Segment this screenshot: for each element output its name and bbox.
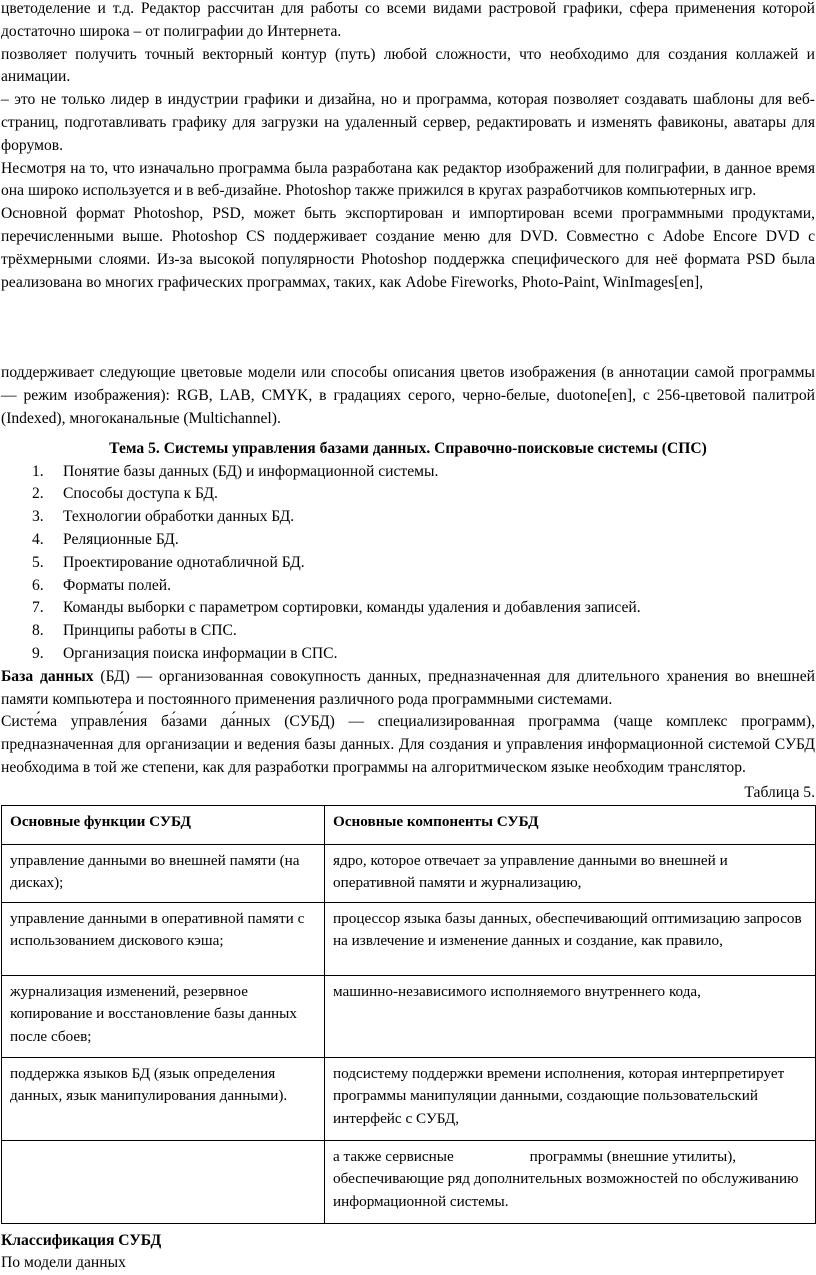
list-item [1, 597, 815, 620]
table-row [2, 975, 816, 1057]
table-cell: процессор языка базы данных, обеспечивающий оптимизацию запросов на извлечение и изменение данных и создание, как правило, [325, 902, 816, 975]
table-cell [2, 1140, 325, 1223]
list-item-text: Форматы полей. [63, 576, 172, 594]
list-number: 1. [32, 462, 44, 480]
dbms-table [1, 805, 816, 1224]
paragraph-color-models: поддерживает следующие цветовые модели или способы описания цветов изображения (в аннотации самой программы — режим изображения): RGB, LAB, CMYK, в градациях серого, черно-белые, duotone[en], с 256-цветовой палитрой (Indexed), многоканальные (Multichannel). [1, 364, 815, 427]
list-item [1, 529, 815, 552]
db-definition-text: (БД) — организованная совокупность данных, предназначенная для длительного хранения во внешней памяти компьютера и постоянного применения различного рода программными системами. [1, 667, 815, 708]
table-row [2, 902, 816, 975]
table-cell: машинно-независимого исполняемого внутреннего кода, [325, 975, 816, 1057]
table-cell: управление данными во внешней памяти (на дисках); [2, 844, 325, 902]
classification-heading: Классификация СУБД [1, 1231, 162, 1249]
db-term: База данных [1, 667, 94, 685]
paragraph-db-definition [1, 666, 815, 712]
list-number: 5. [32, 553, 44, 571]
table-cell: управление данными в оперативной памяти с использованием дискового кэша; [2, 902, 325, 975]
table-row [2, 1140, 816, 1223]
blank-gap [1, 294, 815, 362]
list-item [1, 643, 815, 666]
list-item-text: Команды выборки с параметром сортировки, команды удаления и добавления записей. [63, 599, 641, 617]
table-cell: журнализация изменений, резервное копирование и восстановление базы данных после сбоев; [2, 975, 325, 1057]
topic-list [1, 461, 815, 666]
table-cell: ядро, которое отвечает за управление данными во внешней и оперативной памяти и журнализацию, [325, 844, 816, 902]
list-item [1, 575, 815, 598]
paragraph-dbms-definition: Систе́ма управле́ния ба́зами да́нных (СУБД) — специализированная программа (чаще комплекс программ), предназначенная для организации и ведения базы данных. Для создания и управления информационной системой СУБД необходима в той же степени, как для разработки программы на алгоритмическом языке необходим транслятор. [1, 713, 815, 776]
list-number: 8. [32, 622, 44, 640]
classification-subheading: По модели данных [1, 1254, 126, 1272]
list-item [1, 483, 815, 506]
table-header-components: Основные компоненты СУБД [325, 805, 816, 844]
list-item-text: Понятие базы данных (БД) и информационной системы. [63, 462, 439, 480]
topic-title: Тема 5. Системы управления базами данных. Справочно-поисковые системы (СПС) [109, 439, 707, 457]
table-header-row [2, 805, 816, 844]
list-item-text: Реляционные БД. [63, 530, 179, 548]
list-item-text: Проектирование однотабличной БД. [63, 553, 305, 571]
list-item [1, 461, 815, 484]
table-cell: а также сервисные программы (внешние утилиты), обеспечивающие ряд дополнительных возможностей по обслуживанию информационной системы. [325, 1140, 816, 1223]
list-number: 2. [32, 485, 44, 503]
list-number: 7. [32, 599, 44, 617]
paragraph-industry-leader: – это не только лидер в индустрии графики и дизайна, но и программа, которая позволяет создавать шаблоны для веб-страниц, подготавливать графику для загрузки на удаленный сервер, редактировать и изменять фавиконы, аватары для форумов. [1, 91, 815, 154]
table-cell: поддержка языков БД (язык определения данных, язык манипулирования данными). [2, 1057, 325, 1140]
table-caption: Таблица 5. [744, 783, 815, 801]
table-header-functions: Основные функции СУБД [2, 805, 325, 844]
table-row [2, 844, 816, 902]
list-number: 3. [32, 508, 44, 526]
list-item [1, 506, 815, 529]
list-item [1, 552, 815, 575]
list-item [1, 620, 815, 643]
list-item-text: Способы доступа к БД. [63, 485, 218, 503]
paragraph-web-design: Несмотря на то, что изначально программа была разработана как редактор изображений для полиграфии, в данное время она широко используется и в веб-дизайне. Photoshop также прижился в кругах разработчиков компьютерных игр. [1, 159, 815, 200]
paragraph-vector-path: позволяет получить точный векторный контур (путь) любой сложности, что необходимо для создания коллажей и анимации. [1, 45, 815, 86]
list-item-text: Технологии обработки данных БД. [63, 508, 295, 526]
paragraph-raster-editor: цветоделение и т.д. Редактор рассчитан для работы со всеми видами растровой графики, сфера применения которой достаточно широка – от полиграфии до Интернета. [1, 0, 815, 40]
list-number: 9. [32, 644, 44, 662]
list-item-text: Организация поиска информации в СПС. [63, 644, 338, 662]
table-row [2, 1057, 816, 1140]
paragraph-psd-format: Основной формат Photoshop, PSD, может быть экспортирован и импортирован всеми программными продуктами, перечисленными выше. Photoshop CS поддерживает создание меню для DVD. Совместно с Adobe Encore DVD с трёхмерными слоями. Из-за высокой популярности Photoshop поддержка специфического для неё формата PSD была реализована во многих графических программах, таких, как Adobe Fireworks, Photo-Paint, WinImages[en], [1, 205, 815, 291]
list-number: 4. [32, 530, 44, 548]
table-cell: подсистему поддержки времени исполнения, которая интерпретирует программы манипуляции данными, создающие пользовательский интерфейс с СУБД, [325, 1057, 816, 1140]
list-item-text: Принципы работы в СПС. [63, 622, 237, 640]
list-number: 6. [32, 576, 44, 594]
